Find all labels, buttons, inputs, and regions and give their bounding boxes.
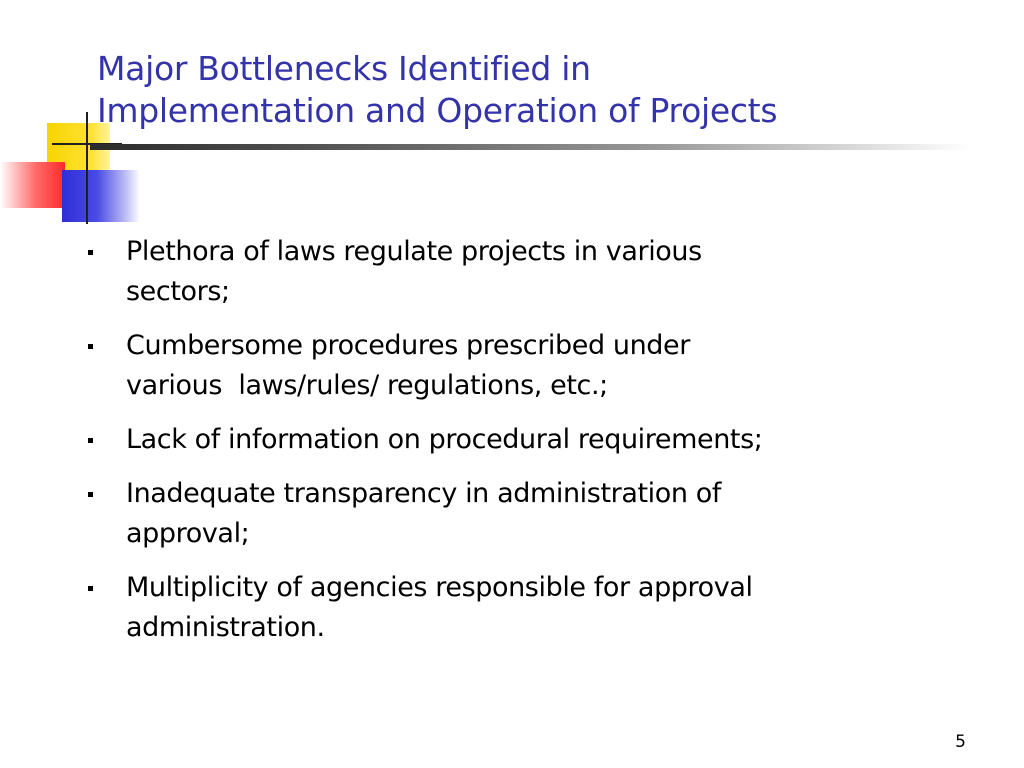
- decorative-red-bar: [0, 162, 65, 208]
- bullet-text-line: Inadequate transparency in administration of: [126, 478, 722, 509]
- page-number: 5: [955, 732, 966, 752]
- bullet-text-line: Cumbersome procedures prescribed under: [126, 330, 690, 361]
- bullet-square-icon: [88, 344, 93, 349]
- bullet-text-line: Plethora of laws regulate projects in various: [126, 236, 702, 267]
- bullet-item: [86, 326, 966, 406]
- title-underline: [90, 144, 970, 150]
- bullet-item: [86, 474, 966, 554]
- bullet-square-icon: [88, 438, 93, 443]
- bullet-text-line: Multiplicity of agencies responsible for approval: [126, 572, 753, 603]
- slide-title-line: Major Bottlenecks Identified in: [97, 49, 591, 88]
- bullet-list: [86, 232, 966, 662]
- bullet-square-icon: [88, 586, 93, 591]
- bullet-text-line: approval;: [126, 518, 250, 549]
- slide-title: [97, 48, 997, 132]
- decorative-blue-bar: [62, 170, 140, 222]
- bullet-square-icon: [88, 492, 93, 497]
- decorative-vertical-line: [86, 112, 88, 224]
- bullet-square-icon: [88, 250, 93, 255]
- slide-title-line: Implementation and Operation of Projects: [97, 91, 778, 130]
- bullet-text-line: Lack of information on procedural requirements;: [126, 424, 763, 455]
- bullet-item: [86, 568, 966, 648]
- bullet-item: [86, 420, 966, 460]
- bullet-item: [86, 232, 966, 312]
- bullet-text-line: various laws/rules/ regulations, etc.;: [126, 370, 608, 401]
- bullet-text-line: sectors;: [126, 276, 230, 307]
- bullet-text-line: administration.: [126, 612, 325, 643]
